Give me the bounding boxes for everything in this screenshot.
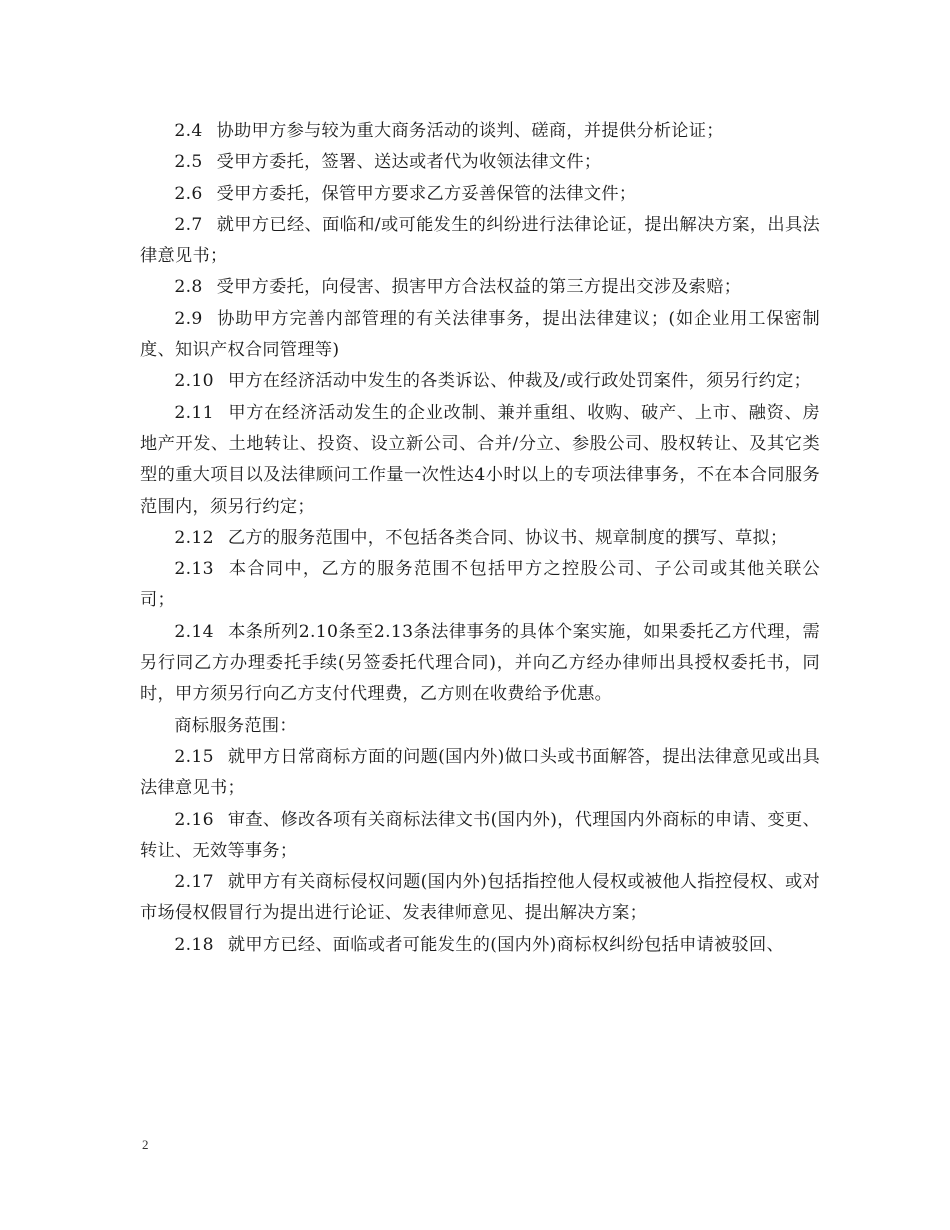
clause-number: 2.10 [174,371,214,392]
section-heading [140,711,820,742]
clause-paragraph [140,398,820,523]
clause-text: 就甲方有关商标侵权问题(国内外)包括指控他人侵权或被他人指控侵权、或对市场侵权假冒行为提出进行论证、发表律师意见、提出解决方案； [140,872,820,924]
clause-paragraph [140,867,820,930]
page-number: 2 [142,1137,149,1152]
clause-paragraph [140,179,820,210]
clause-number: 2.14 [174,621,214,642]
clause-text: 甲方在经济活动发生的企业改制、兼并重组、收购、破产、上市、融资、房地产开发、土地转让、投资、设立新公司、合并/分立、参股公司、股权转让、及其它类型的重大项目以及法律顾问工作量一次性达4小时以上的专项法律事务，不在本合同服务范围内，须另行约定； [140,402,820,517]
section-heading-text: 商标服务范围： [174,715,297,736]
clause-paragraph [140,742,820,805]
clause-text: 受甲方委托，保管甲方要求乙方妥善保管的法律文件； [216,183,637,204]
clause-paragraph [140,554,820,617]
clause-number: 2.9 [174,308,203,329]
clause-number: 2.5 [174,152,203,173]
clause-text: 审查、修改各项有关商标法律文书(国内外)，代理国内外商标的申请、变更、转让、无效等事务； [140,809,820,861]
clause-number: 2.15 [174,746,214,767]
clause-text: 协助甲方完善内部管理的有关法律事务，提出法律建议；(如企业用工保密制度、知识产权合同管理等) [140,308,820,361]
clause-number: 2.17 [174,872,214,893]
clause-paragraph [140,210,820,273]
clause-number: 2.18 [174,934,214,955]
clause-number: 2.8 [174,277,203,298]
clause-text: 甲方在经济活动中发生的各类诉讼、仲裁及/或行政处罚案件，须另行约定； [227,371,812,392]
clause-paragraph [140,366,820,397]
clause-number: 2.11 [174,402,214,423]
clause-number: 2.6 [174,183,203,204]
clause-paragraph [140,147,820,178]
clause-number: 2.12 [174,527,214,548]
clause-text: 受甲方委托，签署、送达或者代为收领法律文件； [216,152,602,173]
clause-paragraph [140,617,820,711]
clause-text: 乙方的服务范围中，不包括各类合同、协议书、规章制度的撰写、草拟； [227,527,788,548]
clause-number: 2.13 [174,559,214,580]
clause-paragraph [140,523,820,554]
clause-text: 受甲方委托，向侵害、损害甲方合法权益的第三方提出交涉及索赔； [216,277,742,298]
document-body [140,116,820,961]
clause-text: 就甲方已经、面临和/或可能发生的纠纷进行法律论证，提出解决方案，出具法律意见书； [140,214,820,267]
clause-paragraph [140,805,820,868]
clause-number: 2.7 [174,214,203,235]
clause-number: 2.16 [174,809,214,830]
clause-paragraph [140,304,820,367]
clause-text: 就甲方日常商标方面的问题(国内外)做口头或书面解答，提出法律意见或出具法律意见书； [140,746,820,799]
clause-paragraph [140,272,820,303]
clause-paragraph [140,116,820,147]
clause-paragraph [140,930,820,961]
clause-number: 2.4 [174,121,203,141]
clause-text: 协助甲方参与较为重大商务活动的谈判、磋商，并提供分析论证； [216,121,724,141]
clause-text: 就甲方已经、面临或者可能发生的(国内外)商标权纠纷包括申请被驳回、 [227,934,785,955]
clause-text: 本合同中，乙方的服务范围不包括甲方之控股公司、子公司或其他关联公司； [140,559,820,611]
clause-text: 本条所列2.10条至2.13条法律事务的具体个案实施，如果委托乙方代理，需另行同乙方办理委托手续(另签委托代理合同)，并向乙方经办律师出具授权委托书，同时，甲方须另行向乙方支付代理费，乙方则在收费给予优惠。 [140,621,820,705]
